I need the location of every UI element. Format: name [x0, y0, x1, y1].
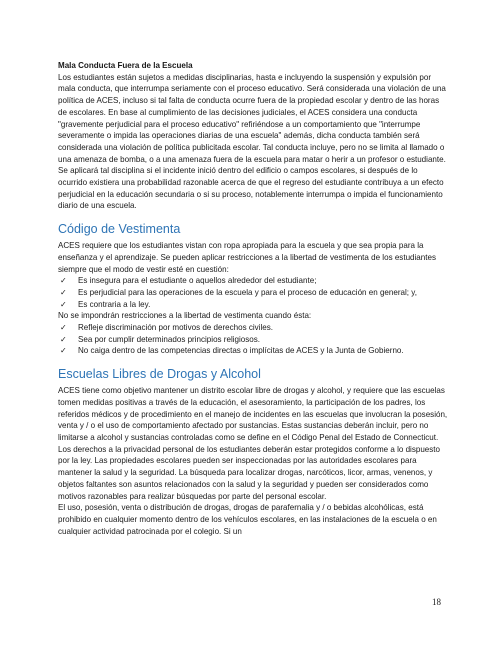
dress-code-middle: No se impondrán restricciones a la libertad de vestimenta cuando ésta: — [58, 311, 312, 321]
page-number: 18 — [432, 597, 441, 607]
drug-free-para-3: El uso, posesión, venta o distribución de drogas, drogas de parafernalia y / o bebidas alcohólicas, está prohibido en cualquier momento dentro de los vehículos escolares, en las instalaciones de la escuela o en cualquier actividad patrocinada por el colegio. Si un — [58, 503, 437, 536]
drug-free-para-2: Los derechos a la privacidad personal de los estudiantes deberán estar protegidos conforme a lo dispuesto por la ley. Las propiedades escolares pueden ser inspeccionadas por las autoridades escolares para mantener la salud y la seguridad. La búsqueda para localizar drogas, narcóticos, licor, armas, venenos, y objetos faltantes son asuntos relacionados con la salud y la seguridad y pueden ser considerados como motivos razonables para realizar búsquedas por parte del personal escolar. — [58, 444, 441, 501]
section-body-mala-conducta: Los estudiantes están sujetos a medidas disciplinarias, hasta e incluyendo la suspensión y expulsión por mala conducta, que interrumpa seriamente con el proceso educativo. Será considerada una violación de una política de ACES, incluso si tal falta de conducta ocurre fuera de la propiedad escolar y dentro de las horas de escolares. En base al cumplimiento de las decisiones judiciales, el ACES considera una conducta "gravemente perjudicial para el proceso educativo" refiriéndose a un comportamiento que "interrumpe severamente o impida las operaciones diarias de una escuela" además, dicha conducta también será considerada una violación de política publicitada escolar. Tal conducta incluye, pero no se limita al llamado o una amenaza de bomba, o a una amenaza fuera de la escuela para matar o herir a un profesor o estudiante. Se aplicará tal disciplina si el incidente inició dentro del edificio o campos escolares, si después de lo ocurrido existiera una probabilidad razonable acerca de que el regreso del estudiante contribuya a un efecto perjudicial en la educación secundaria o si su proceso, notablemente interrumpa o impida el funcionamiento diario de una escuela. — [58, 72, 446, 211]
document-page — [58, 60, 448, 537]
drug-free-para-1: ACES tiene como objetivo mantener un distrito escolar libre de drogas y alcohol, y requiere que las escuelas tomen medidas positivas a través de la educación, el asesoramiento, la participación de los padres, los referidos médicos y de procedimiento en el manejo de incidentes en las escuelas que involucran la posesión, venta y / o el uso de comportamiento afectado por sustancias. Estas sustancias deberán incluir, pero no limitarse a alcohol y sustancias controladas como se define en el Código Penal del Estado de Connecticut. — [58, 386, 448, 442]
list-item: ✓ No caiga dentro de las competencias directas o implícitas de ACES y la Junta de Gobierno. — [60, 346, 404, 356]
dress-code-intro: ACES requiere que los estudiantes vistan con ropa apropiada para la escuela y que sea propia para la enseñanza y el aprendizaje. Se pueden aplicar restricciones a la libertad de vestimenta de los estudiantes siempre que el modo de vestir esté en cuestión: — [58, 241, 436, 274]
heading-codigo-vestimenta: Código de Vestimenta — [58, 222, 181, 237]
section-title-mala-conducta: Mala Conducta Fuera de la Escuela — [58, 61, 193, 70]
checkmark-icon: ✓ — [60, 287, 67, 297]
list-item: ✓ Es contraria a la ley. — [60, 299, 151, 309]
list-item: ✓ Es insegura para el estudiante o aquellos alrededor del estudiante; — [60, 276, 317, 286]
list-item: ✓ Sea por cumplir determinados principios religiosos. — [60, 334, 261, 344]
dress-code-restrictions-list — [58, 275, 448, 310]
heading-escuelas-libres: Escuelas Libres de Drogas y Alcohol — [58, 367, 261, 382]
checkmark-icon: ✓ — [60, 334, 67, 344]
checkmark-icon: ✓ — [60, 346, 67, 356]
checkmark-icon: ✓ — [60, 276, 67, 286]
list-item: ✓ Refleje discriminación por motivos de derechos civiles. — [60, 323, 273, 333]
checkmark-icon: ✓ — [60, 299, 67, 309]
dress-code-exceptions-list — [58, 322, 448, 357]
checkmark-icon: ✓ — [60, 323, 67, 333]
list-item: ✓ Es perjudicial para las operaciones de la escuela y para el proceso de educación en general; y, — [60, 287, 417, 297]
